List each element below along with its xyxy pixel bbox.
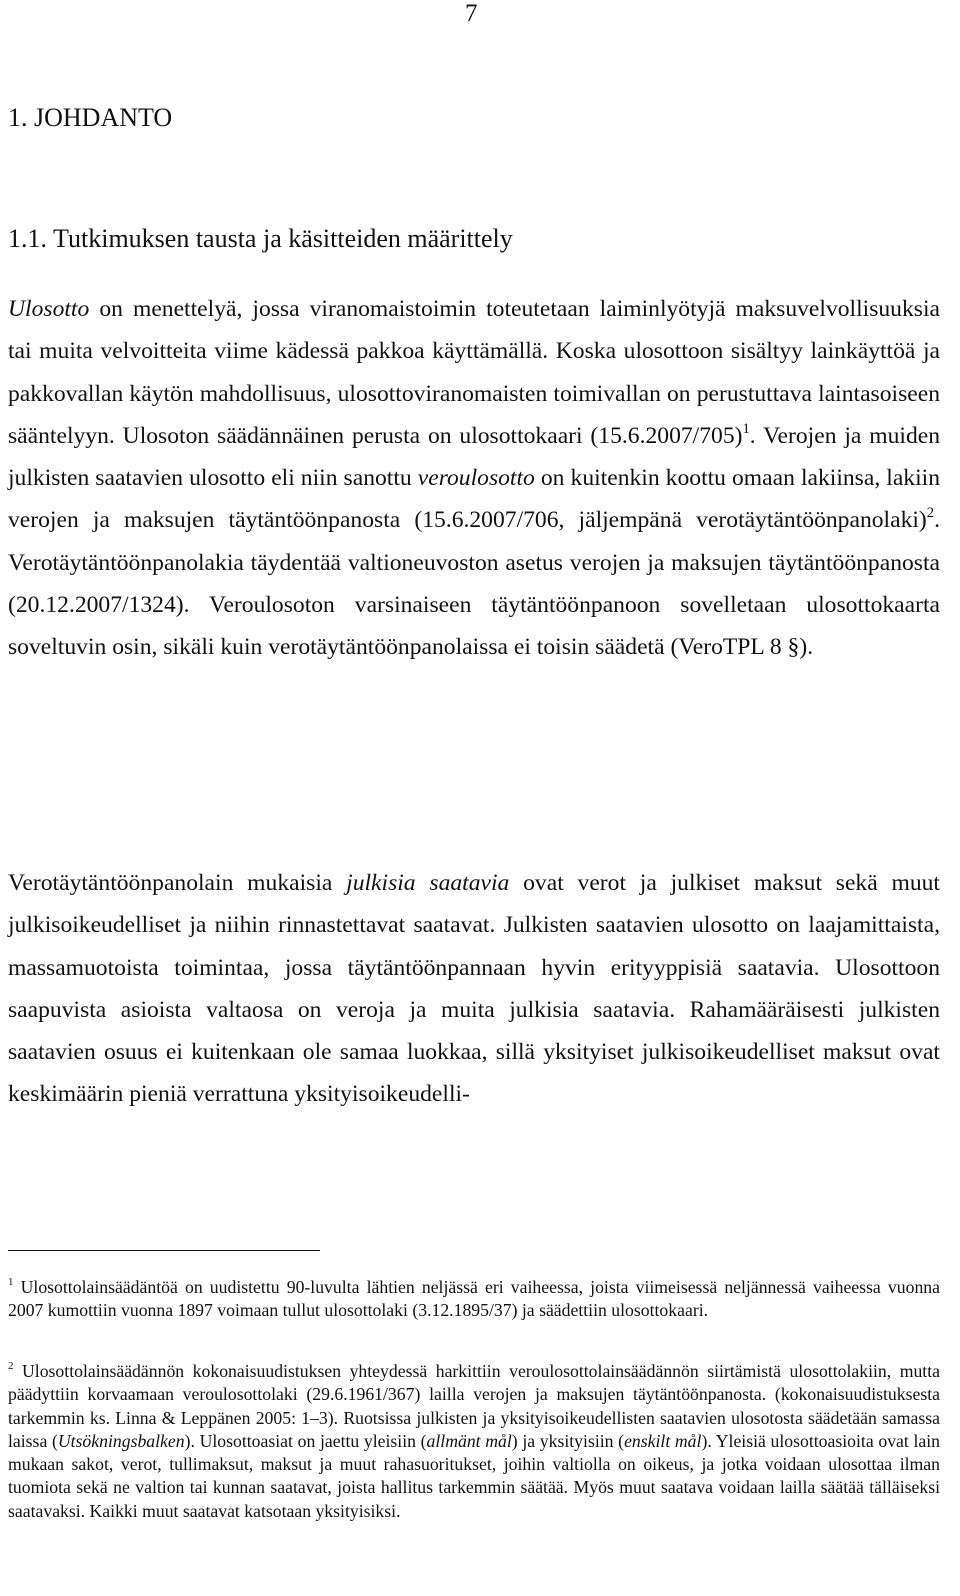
footnote-2-text-b: ). Ulosottoasiat on jaettu yleisiin ( bbox=[184, 1430, 427, 1451]
paragraph2-text-a: Verotäytäntöönpanolain mukaisia bbox=[8, 870, 347, 896]
paragraph1-text-c: on kuitenkin koottu omaan lakiinsa, lakiin verojen ja maksujen täytäntöönpanosta (15.6.2007/706, jäljempänä verotäytäntöönpanolaki) bbox=[8, 465, 940, 534]
term-ulosotto: Ulosotto bbox=[8, 296, 90, 322]
paragraph-julkiset-saatavat bbox=[8, 862, 940, 1116]
chapter-heading: 1. JOHDANTO bbox=[8, 103, 173, 132]
footnote-2-text-a: Ulosottolainsäädännön kokonaisuudistuksen yhteydessä harkittiin veroulosottolainsäädännön siirtämistä ulosottolakiin, mutta päädyttiin korvaamaan veroulosottolaki (29.6.1961/367) lailla verojen ja maksujen täytäntöönpanosta. (kokonaisuudistuksesta tarkemmin ks. Linna & Leppänen 2005: 1–3). Ruotsissa julkisten ja yksityisoikeudellisten saatavien ulosotosta säädetään samassa laissa ( bbox=[8, 1361, 940, 1451]
footnote-ref-1: 1 bbox=[742, 420, 750, 437]
term-utsokningsbalken: Utsökningsbalken bbox=[57, 1430, 185, 1451]
footnote-divider bbox=[8, 1250, 320, 1251]
paragraph1-text-b: . Verojen ja muiden julkisten saatavien ulosotto eli niin sanottu bbox=[8, 422, 941, 492]
footnote-2-text-d: ). Yleisiä ulosottoasioita ovat lain mukaan sakot, verot, tullimaksut, maksut ja muut rahasuoritukset, joihin valtiolla on oikeus, ja jotka voidaan ulosottaa ilman tuomiota sekä ne valtion tai kunnan saatavat, joista hallitus tarkemmin säätää. Myös muut saatava voidaan lailla säätää tälläiseksi saatavaksi. Kaikki muut saatavat katsotaan yksityisiksi. bbox=[8, 1430, 941, 1521]
footnote-2-marker: 2 bbox=[8, 1360, 14, 1373]
term-enskilt-mal: enskilt mål bbox=[624, 1430, 702, 1451]
paragraph1-text-d: . Verotäytäntöönpanolakia täydentää valtioneuvoston asetus verojen ja maksujen täytäntöönpanosta (20.12.2007/1324). Veroulosoton varsinaiseen täytäntöönpanoon sovelletaan ulosottokaarta soveltuvin osin, sikäli kuin verotäytäntöönpanolaissa ei toisin säädetä (VeroTPL 8 §). bbox=[8, 507, 940, 661]
paragraph1-text-a: on menettelyä, jossa viranomaistoimin toteutetaan laiminlyötyjä maksuvelvollisuuksia tai muita velvoitteita viime kädessä pakkoa käyttämällä. Koska ulosottoon sisältyy lainkäyttöä ja pakkovallan käytön mahdollisuus, ulosottoviranomaisten toimivallan on perustuttava laintasoiseen sääntelyyn. Ulosoton säädännäinen perusta on ulosottokaari (15.6.2007/705) bbox=[8, 296, 940, 449]
footnote-1-text: Ulosottolainsäädäntöä on uudistettu 90-luvulta lähtien neljässä eri vaiheessa, joista viimeisessä neljännessä vaiheessa vuonna 2007 kumottiin vuonna 1897 voimaan tullut ulosottolaki (3.12.1895/37) ja säädettiin ulosottokaari. bbox=[8, 1277, 940, 1321]
term-julkisia-saatavia: julkisia saatavia bbox=[346, 870, 510, 896]
term-allmant-mal: allmänt mål bbox=[426, 1430, 512, 1451]
footnote-1-marker: 1 bbox=[8, 1276, 14, 1289]
footnote-1 bbox=[8, 1276, 940, 1323]
section-heading: 1.1. Tutkimuksen tausta ja käsitteiden määrittely bbox=[8, 224, 513, 253]
paragraph-ulosotto bbox=[8, 288, 940, 669]
footnote-2-text-c: ) ja yksityisiin ( bbox=[511, 1430, 625, 1451]
footnote-ref-2: 2 bbox=[926, 505, 935, 522]
footnote-2 bbox=[8, 1360, 940, 1523]
term-veroulosotto: veroulosotto bbox=[417, 465, 535, 492]
paragraph2-text-b: ovat verot ja julkiset maksut sekä muut julkisoikeudelliset ja niihin rinnastettavat saatavat. Julkisten saatavien ulosotto on laajamittaista, massamuotoista toimintaa, jossa täytäntöönpannaan hyvin erityyppisiä saatavia. Ulosottoon saapuvista asioista valtaosa on veroja ja muita julkisia saatavia. Rahamääräisesti julkisten saatavien osuus ei kuitenkaan ole samaa luokkaa, sillä yksityiset julkisoikeudelliset maksut ovat keskimäärin pieniä verrattuna yksityisoikeudelli- bbox=[8, 870, 940, 1108]
page-number: 7 bbox=[465, 0, 478, 27]
